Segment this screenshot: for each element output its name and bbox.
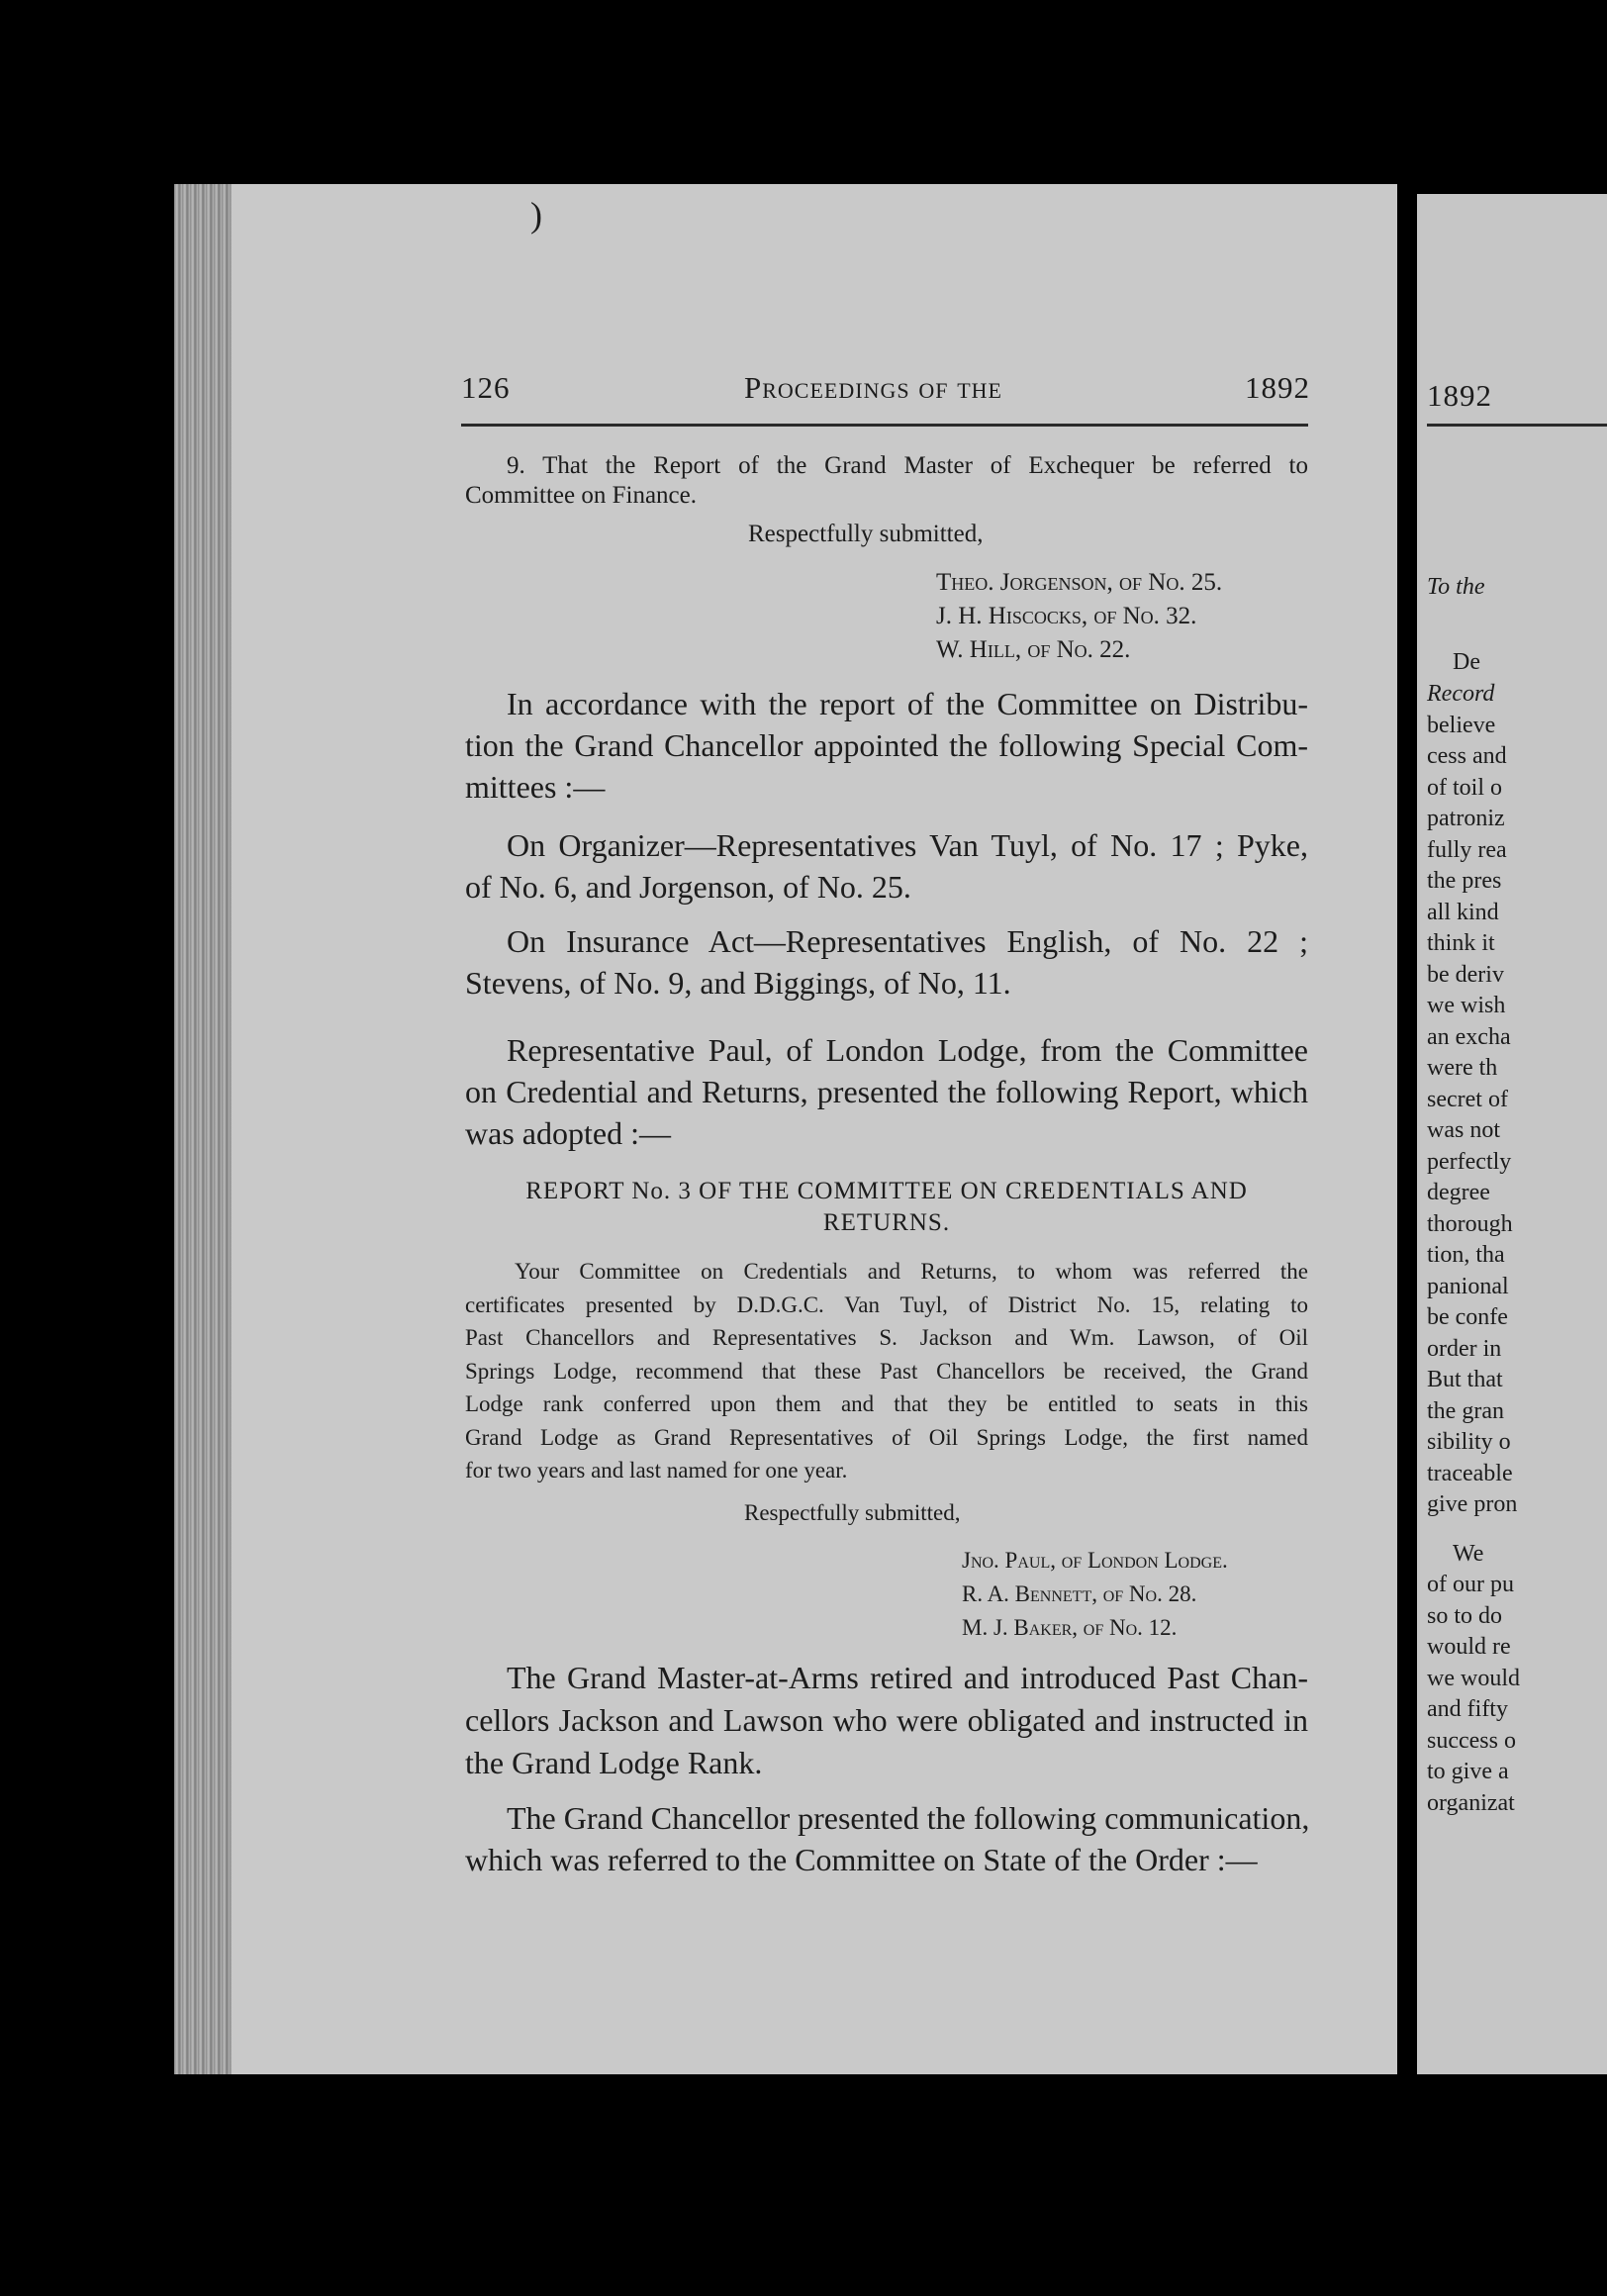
text-line: of No. 6, and Jorgenson, of No. 25.	[465, 869, 911, 905]
text-line: tion the Grand Chancellor appointed the following Special Com-	[465, 727, 1308, 763]
text-line: was adopted :—	[465, 1115, 671, 1151]
right-page-line: sibility o	[1427, 1429, 1511, 1455]
right-page-line: the gran	[1427, 1397, 1504, 1424]
signature-block-1	[936, 566, 1222, 667]
text-line: on Credential and Returns, presented the following Report, which	[465, 1074, 1308, 1109]
submitted-label: Respectfully submitted,	[748, 521, 984, 547]
text-line: On Organizer—Representatives Van Tuyl, of No. 17 ; Pyke,	[507, 827, 1308, 863]
text-line: Past Chancellors and Representatives S. Jackson and Wm. Lawson, of Oil	[465, 1325, 1308, 1350]
paragraph-accordance	[465, 683, 1308, 808]
right-page-line: an excha	[1427, 1023, 1511, 1050]
text-line: certificates presented by D.D.G.C. Van Tuyl, of District No. 15, relating to	[465, 1292, 1308, 1317]
right-header-rule	[1427, 424, 1607, 427]
text-line: mittees :—	[465, 769, 606, 805]
signature: R. A. Bennett, of No. 28.	[962, 1581, 1197, 1606]
right-page-line: panional	[1427, 1273, 1509, 1299]
submitted-label-2: Respectfully submitted,	[744, 1500, 961, 1525]
page-stack-edge	[174, 184, 232, 2074]
right-page-line: the pres	[1427, 868, 1502, 894]
report-heading-line: REPORT No. 3 OF THE COMMITTEE ON CREDENTIALS AND	[525, 1178, 1248, 1204]
report-heading	[465, 1176, 1308, 1239]
report-heading-line: RETURNS.	[822, 1209, 951, 1236]
paragraph-master-at-arms	[465, 1657, 1308, 1784]
text-line: Your Committee on Credentials and Returns, to whom was referred the	[515, 1259, 1308, 1284]
signature: M. J. Baker, of No. 12.	[962, 1615, 1178, 1640]
right-page-line: order in	[1427, 1335, 1502, 1362]
right-page-line: of toil o	[1427, 774, 1502, 801]
right-page-line: think it	[1427, 930, 1495, 956]
page-number: 126	[461, 370, 511, 405]
item-9	[465, 451, 1308, 511]
right-page-line: to give a	[1427, 1759, 1509, 1784]
text-line: which was referred to the Committee on State of the Order :—	[465, 1842, 1258, 1877]
right-page-line: fully rea	[1427, 836, 1507, 863]
right-page-line: we wish	[1427, 993, 1506, 1018]
text-line: In accordance with the report of the Committee on Distribu-	[507, 686, 1308, 721]
text-line: Representative Paul, of London Lodge, from the Committee	[507, 1032, 1308, 1068]
signature: Jno. Paul, of London Lodge.	[962, 1548, 1228, 1573]
right-page-line: Record	[1427, 681, 1495, 707]
right-page-line: so to do	[1427, 1602, 1503, 1629]
right-page-line: believe	[1427, 712, 1496, 738]
paragraph-paul	[465, 1029, 1308, 1154]
right-page-line: be confe	[1427, 1304, 1508, 1330]
right-salutation: To the	[1427, 574, 1485, 600]
right-page-line: would re	[1427, 1634, 1511, 1660]
right-page-line: were th	[1427, 1055, 1498, 1081]
text-line: Grand Lodge as Grand Representatives of Oil Springs Lodge, the first named	[465, 1424, 1308, 1450]
right-page-line: of our pu	[1427, 1572, 1514, 1597]
right-page-line: all kind	[1427, 899, 1499, 925]
right-page-line: and fifty	[1427, 1696, 1508, 1722]
right-page-line: was not	[1427, 1117, 1500, 1143]
right-page-line: be deriv	[1427, 961, 1504, 988]
header-rule	[461, 424, 1308, 427]
text-line: for two years and last named for one year.	[465, 1458, 848, 1483]
right-page-line: secret of	[1427, 1086, 1508, 1112]
paragraph-communication	[465, 1797, 1308, 1880]
right-page-line: degree	[1427, 1180, 1490, 1205]
text-line: the Grand Lodge Rank.	[465, 1745, 763, 1780]
paragraph-organizer	[465, 824, 1308, 908]
right-page-line: patroniz	[1427, 806, 1505, 831]
text-line: Lodge rank conferred upon them and that they be entitled to seats in this	[465, 1391, 1308, 1416]
text-line: cellors Jackson and Lawson who were obligated and instructed in	[465, 1702, 1308, 1738]
right-page-line: We	[1453, 1540, 1484, 1567]
right-page-line: give pron	[1427, 1491, 1518, 1517]
right-page-line: we would	[1427, 1665, 1520, 1691]
right-page-line: traceable	[1427, 1460, 1513, 1486]
signature: J. H. Hiscocks, of No. 32.	[936, 603, 1197, 629]
text-line: Stevens, of No. 9, and Biggings, of No, 11.	[465, 965, 1011, 1001]
margin-mark: )	[530, 195, 542, 235]
text-line: The Grand Master-at-Arms retired and introduced Past Chan-	[507, 1660, 1308, 1695]
right-page-line: tion, tha	[1427, 1242, 1505, 1268]
text-line: The Grand Chancellor presented the following communication,	[507, 1800, 1310, 1836]
text-line: Springs Lodge, recommend that these Past Chancellors be received, the Grand	[465, 1358, 1308, 1384]
right-page-line: But that	[1427, 1367, 1503, 1392]
paragraph-insurance	[465, 920, 1308, 1004]
right-page-line: De	[1453, 649, 1480, 675]
right-page-line: cess and	[1427, 743, 1507, 769]
item-9-line: Committee on Finance.	[465, 482, 697, 509]
signature: Theo. Jorgenson, of No. 25.	[936, 569, 1223, 596]
right-page-line: perfectly	[1427, 1148, 1512, 1175]
signature-block-2	[962, 1544, 1228, 1645]
running-title: Proceedings of the	[744, 370, 1002, 405]
right-page	[1417, 194, 1607, 2074]
report-body	[465, 1255, 1308, 1487]
text-line: On Insurance Act—Representatives English, of No. 22 ;	[507, 923, 1308, 959]
item-9-line: 9. That the Report of the Grand Master of Exchequer be referred to	[507, 452, 1308, 479]
signature: W. Hill, of No. 22.	[936, 636, 1131, 663]
header-year: 1892	[1245, 370, 1310, 405]
right-page-line: success o	[1427, 1727, 1516, 1754]
right-page-line: organizat	[1427, 1789, 1515, 1816]
right-page-year: 1892	[1427, 378, 1492, 413]
right-page-line: thorough	[1427, 1210, 1513, 1237]
